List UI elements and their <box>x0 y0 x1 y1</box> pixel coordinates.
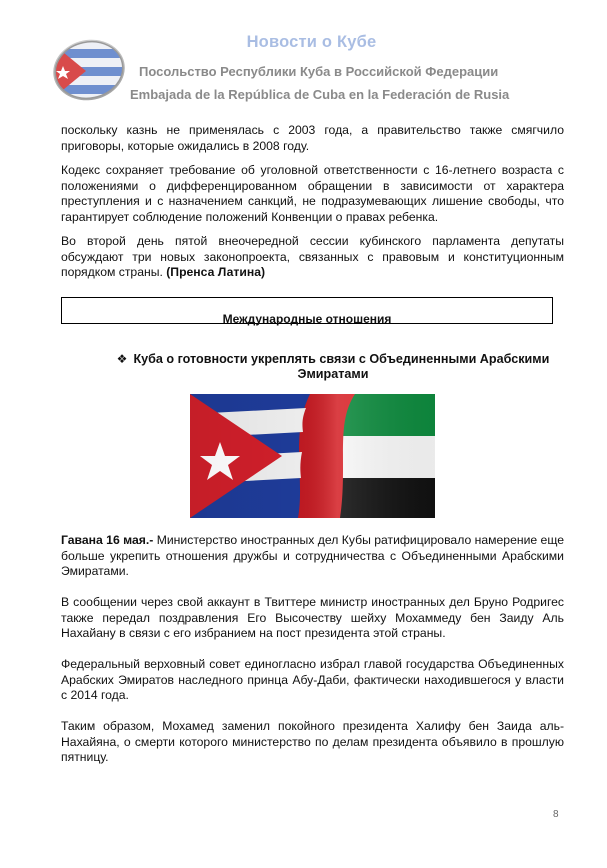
intro-paragraph-last <box>61 234 564 281</box>
header-subtitle-es: Embajada de la República de Cuba en la Federación de Rusia <box>130 87 510 102</box>
section-header-box <box>61 297 553 324</box>
article-paragraph: Таким образом, Мохамед заменил покойного президента Халифу бен Заида аль-Нахайяна, о смерти которого министерство по делам президента объявило в прошлую пятницу. <box>61 719 564 764</box>
article-paragraph: Федеральный верховный совет единогласно избрал главой государства Объединенных Арабских Эмиратов наследного принца Абу-Даби, фактически находившегося у власти с 2014 года. <box>61 657 564 702</box>
article-body <box>61 533 564 781</box>
header-title: Новости о Кубе <box>246 33 377 51</box>
article-title <box>108 352 558 382</box>
page-header <box>0 0 607 120</box>
article-dateline: Гавана 16 мая.- <box>61 533 154 547</box>
article-title-text: Куба о готовности укреплять связи с Объединенными Арабскими Эмиратами <box>133 352 550 381</box>
article-paragraph: В сообщении через свой аккаунт в Твиттере министр иностранных дел Бруно Родригес также передал поздравления Его Высочеству шейху Мохаммеду бен Заиду Аль Нахайану в связи с его избранием на пост президента этой страны. <box>61 595 564 640</box>
page-number: 8 <box>553 809 559 820</box>
intro-content <box>61 123 564 290</box>
intro-paragraph: Кодекс сохраняет требование об уголовной ответственности с 16-летнего возраста с положениями о дифференцированном обращении в зависимости от характера преступления и с назначением санкций, не подразумевающих лишение свободы, что гарантирует соблюдение положений Конвенции о правах ребенка. <box>61 163 564 224</box>
header-subtitle-ru: Посольство Республики Куба в Российской Федерации <box>139 64 499 79</box>
article-lead-text: Министерство иностранных дел Кубы ратифицировало намерение еще больше укрепить отношения дружбы и сотрудничества с Объединенными Арабскими Эмиратами. <box>61 533 565 578</box>
cuba-uae-flags-icon <box>190 394 435 518</box>
intro-paragraph: поскольку казнь не применялась с 2003 года, а правительство также смягчило приговоры, которые ожидались в 2008 году. <box>61 123 564 153</box>
diamond-bullet-icon: ❖ <box>116 352 128 366</box>
news-source: (Пренса Латина) <box>166 265 266 279</box>
intro-last-text: Во второй день пятой внеочередной сессии кубинского парламента депутаты обсуждают три новых законопроекта, связанных с правовым и конституционным порядком страны. <box>61 234 564 279</box>
section-title: Международные отношения <box>222 312 392 326</box>
article-lead <box>61 533 564 580</box>
